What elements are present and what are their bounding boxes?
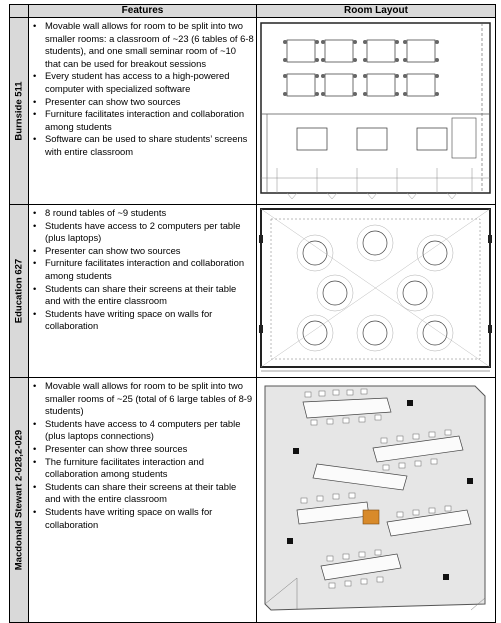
header-features: Features (29, 5, 257, 18)
list-item: • Students have access to 2 computers per table (plus laptops) (33, 219, 241, 244)
list-item: • Furniture facilitates interaction and collaboration among students (33, 257, 245, 281)
room-name: Macdonald Stewart 2-028,2-029 (13, 429, 25, 571)
list-item: • Students have writing space on walls for collaboration (33, 307, 213, 332)
header-room-layout: Room Layout (257, 5, 496, 18)
floor-plan-burnside (257, 18, 494, 202)
list-item: • Presenter can show three sources (33, 442, 188, 454)
list-item: • Movable wall allows for room to be split into two smaller rooms of ~25 (total of 6 large tables of 8-9 students) (33, 380, 253, 417)
room-label-cell (10, 18, 29, 205)
list-item: • Students can share their screens at their table and with the entire classroom (33, 282, 237, 307)
room-name: Education 627 (13, 258, 25, 324)
list-item: • Students can share their screens at their table and with the entire classroom (33, 480, 237, 505)
table-row (10, 205, 496, 378)
list-item: • Students have writing space on walls for collaboration (33, 505, 213, 530)
list-item: • 8 round tables of ~9 students (33, 207, 167, 218)
feature-list (29, 205, 256, 333)
room-label-cell (10, 205, 29, 378)
list-item: • The furniture facilitates interaction and collaboration among students (33, 455, 204, 480)
list-item: • Presenter can show two sources (33, 95, 181, 107)
list-item: • Every student has access to a high-powered computer with specialized software (33, 70, 230, 94)
features-cell (29, 205, 257, 378)
floor-plan-macdonald-stewart (257, 378, 494, 620)
list-item: • Software can be used to share students’ screens with entire classroom (33, 133, 248, 157)
room-comparison-table (9, 4, 496, 623)
table-header-row (10, 5, 496, 18)
feature-list (29, 378, 256, 531)
features-cell (29, 18, 257, 205)
list-item: • Students have access to 4 computers per table (plus laptops connections) (33, 417, 241, 442)
table-row (10, 18, 496, 205)
list-item: • Furniture facilitates interaction and collaboration among students (33, 108, 245, 132)
features-cell (29, 378, 257, 623)
room-layout-cell (257, 18, 496, 205)
header-blank-cell (10, 5, 29, 18)
table-row (10, 378, 496, 623)
room-layout-cell (257, 378, 496, 623)
list-item: • Movable wall allows for room to be split into two smaller rooms: a classroom of ~23 (6 tables of 6-8 students), and one small seminar room of ~10 that can be used for breakout sessions (33, 20, 254, 69)
floor-plan-education (257, 205, 494, 375)
room-label-cell (10, 378, 29, 623)
room-layout-cell (257, 205, 496, 378)
room-name: Burnside 511 (13, 81, 25, 141)
list-item: • Presenter can show two sources (33, 244, 181, 256)
feature-list (29, 18, 256, 159)
